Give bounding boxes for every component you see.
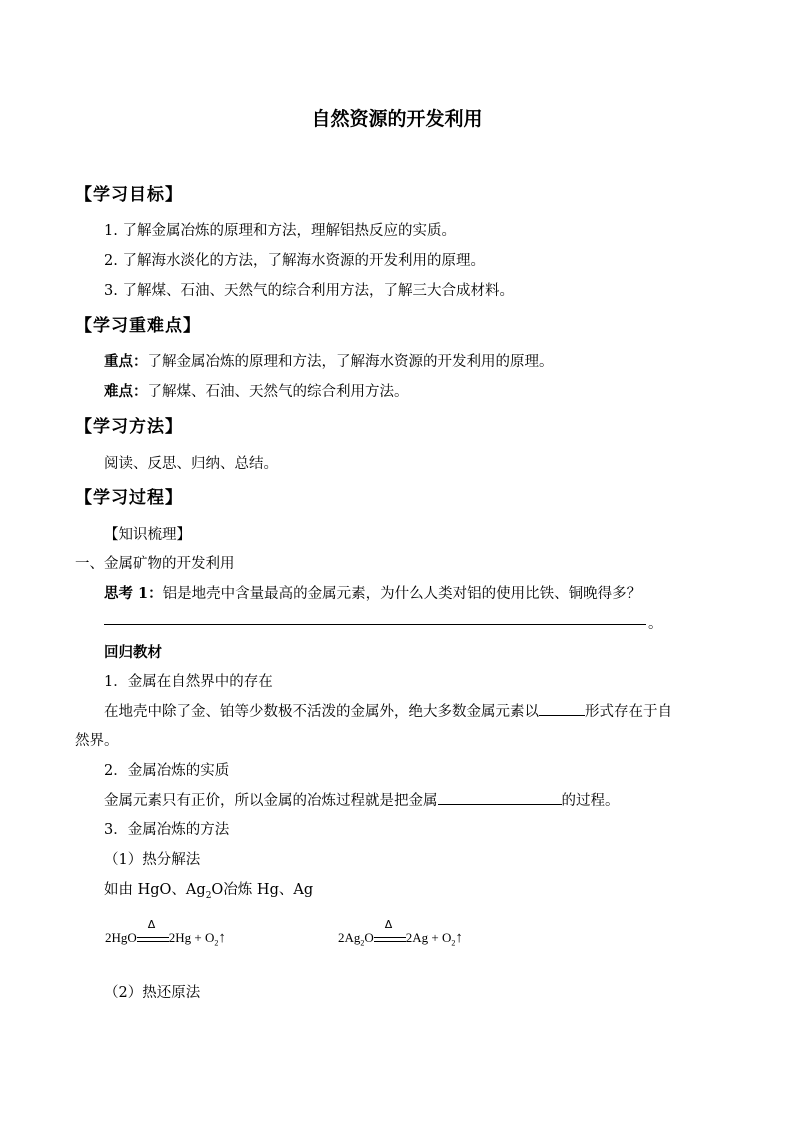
section-2-title: 2．金属冶炼的实质: [104, 763, 230, 779]
eq2-reactant-a: 2Ag: [338, 930, 361, 945]
section-1-text-b: 形式存在于自: [585, 704, 672, 720]
eq2-product: 2Ag + O: [405, 930, 452, 945]
goal-item-2: 2. 了解海水淡化的方法，了解海水资源的开发利用的原理。: [104, 253, 485, 269]
blank-smelting-essence[interactable]: [438, 790, 562, 805]
example-text-b: O冶炼 Hg、Ag: [211, 882, 314, 898]
section-2-text: [104, 789, 620, 810]
key-points-heading: 【学习重难点】: [75, 316, 201, 336]
section-1-text-cont: 然界。: [75, 733, 119, 749]
answer-end-mark: 。: [648, 616, 663, 632]
example-text-a: 如由 HgO、Ag: [104, 882, 206, 898]
section-3-title: 3．金属冶炼的方法: [104, 822, 230, 838]
eq1-equals: [137, 917, 169, 942]
section-1-text: [104, 700, 672, 721]
difficulty-label: 难点：: [104, 383, 148, 400]
heat-symbol: Δ: [384, 917, 393, 931]
goal-item-1: 1. 了解金属冶炼的原理和方法，理解铝热反应的实质。: [104, 223, 456, 239]
focus-line: [104, 350, 554, 371]
heat-symbol: Δ: [147, 917, 156, 931]
eq2-equals: [374, 917, 406, 942]
example-subscript: 2: [205, 890, 212, 901]
section-2-text-b: 的过程。: [561, 793, 620, 809]
goal-item-3: 3. 了解煤、石油、天然气的综合利用方法，了解三大合成材料。: [104, 283, 514, 299]
example-text: [104, 878, 313, 901]
method-heading: 【学习方法】: [75, 417, 183, 437]
part-1-title: 一、金属矿物的开发利用: [75, 556, 235, 572]
focus-text: 了解金属冶炼的原理和方法，了解海水资源的开发利用的原理。: [147, 354, 554, 370]
return-textbook-label: 回归教材: [104, 644, 162, 661]
answer-line[interactable]: [104, 624, 646, 625]
equation-1: [105, 917, 226, 948]
think-1: [104, 582, 641, 603]
section-1-title: 1．金属在自然界中的存在: [104, 674, 273, 690]
knowledge-heading: 【知识梳理】: [104, 527, 191, 543]
eq1-subscript: 2: [214, 938, 219, 948]
difficulty-text: 了解煤、石油、天然气的综合利用方法。: [147, 384, 409, 400]
section-1-text-a: 在地壳中除了金、铂等少数极不活泼的金属外，绝大多数金属元素以: [104, 704, 539, 720]
think-label: 思考 1：: [104, 585, 163, 602]
difficulty-line: [104, 380, 409, 401]
goals-heading: 【学习目标】: [75, 185, 183, 205]
eq2-reactant-b: O: [364, 930, 374, 945]
process-heading: 【学习过程】: [75, 488, 183, 508]
eq1-reactant: 2HgO: [105, 930, 137, 945]
method-thermal-reduction: （2）热还原法: [104, 985, 201, 1001]
eq2-subscript: 2: [451, 938, 456, 948]
section-2-text-a: 金属元素只有正价，所以金属的冶炼过程就是把金属: [104, 793, 438, 809]
page-title: 自然资源的开发利用: [311, 108, 483, 130]
gas-arrow-icon: ↑: [455, 930, 463, 946]
think-text: 铝是地壳中含量最高的金属元素，为什么人类对铝的使用比铁、铜晚得多？: [162, 586, 642, 602]
blank-existence-form[interactable]: [539, 701, 585, 716]
method-thermal-decomposition: （1）热分解法: [104, 852, 201, 868]
gas-arrow-icon: ↑: [218, 930, 226, 946]
eq2-reactant-subscript: 2: [360, 938, 365, 948]
eq1-product: 2Hg + O: [168, 930, 215, 945]
method-text: 阅读、反思、归纳、总结。: [104, 456, 278, 472]
focus-label: 重点：: [104, 353, 148, 370]
equation-2: [338, 917, 463, 948]
